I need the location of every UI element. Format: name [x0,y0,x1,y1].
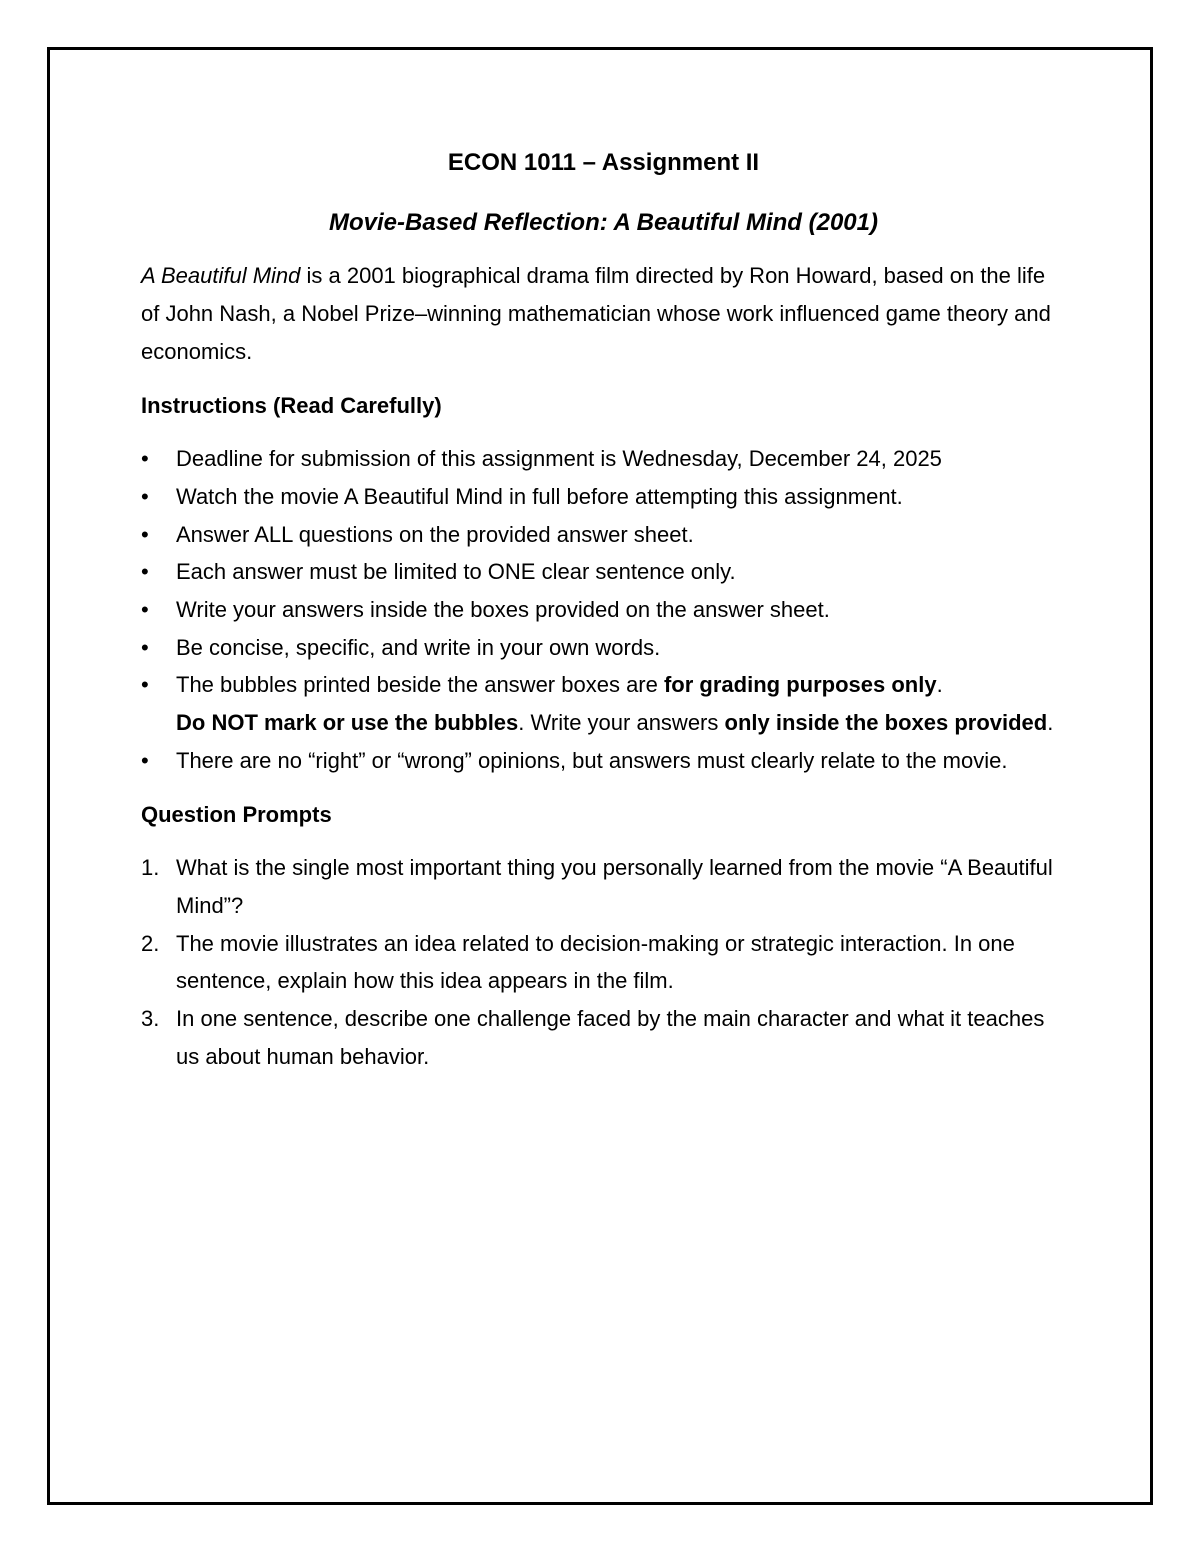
list-item [141,440,1066,478]
instruction-text: Watch the movie A Beautiful Mind in full before attempting this assignment. [176,483,903,509]
bullet-icon: • [141,634,149,660]
questions-list [141,849,1066,1075]
bullet-icon: • [141,672,149,698]
intro-paragraph [141,257,1066,370]
list-item [141,516,1066,554]
instruction-text: . [1047,710,1054,736]
questions-heading: Question Prompts [141,801,332,827]
instruction-text: . [936,672,943,698]
emphasis-text: for grading purposes only [663,672,937,698]
emphasis-text: Do NOT mark or use the bubbles [176,710,519,736]
question-item [141,1000,1066,1075]
film-title: A Beautiful Mind [141,263,301,289]
instruction-text: Write your answers inside the boxes provided on the answer sheet. [176,597,830,623]
list-item [141,591,1066,629]
bullet-icon: • [141,483,149,509]
list-item [141,629,1066,667]
question-text: The movie illustrates an idea related to decision-making or strategic interaction. In one sentence, explain how this idea appears in the film. [176,930,1015,994]
bullet-icon: • [141,521,149,547]
question-number: 2. [141,930,160,956]
instruction-text: The bubbles printed beside the answer boxes are [176,672,664,698]
instruction-text: Be concise, specific, and write in your own words. [176,634,661,660]
question-item [141,849,1066,924]
bullet-icon: • [141,597,149,623]
list-item-bubbles [141,666,1066,741]
list-item [141,742,1066,780]
document-title: ECON 1011 – Assignment II [447,149,760,176]
document-body [141,144,1066,1091]
question-item [141,925,1066,1000]
instruction-text: There are no “right” or “wrong” opinions, but answers must clearly relate to the movie. [176,747,1008,773]
document-subtitle: Movie-Based Reflection: A Beautiful Mind (2001) [329,208,878,236]
instruction-text: Answer ALL questions on the provided answer sheet. [176,521,694,547]
list-item [141,478,1066,516]
question-text: What is the single most important thing you personally learned from the movie “A Beautiful Mind”? [176,855,1053,918]
instructions-heading: Instructions (Read Carefully) [141,392,442,418]
emphasis-text: only inside the boxes provided [724,710,1048,736]
instruction-text: Each answer must be limited to ONE clear sentence only. [176,559,736,585]
instruction-text: . Write your answers [518,710,725,736]
bullet-icon: • [141,747,149,773]
question-text: In one sentence, describe one challenge faced by the main character and what it teaches us about human behavior. [176,1006,1045,1069]
question-number: 3. [141,1006,160,1032]
list-item [141,553,1066,591]
bullet-icon: • [141,446,149,472]
instructions-list [141,440,1066,779]
intro-text: is a 2001 biographical drama film directed by Ron Howard, based on the life of John Nash, a Nobel Prize–winning mathematician whose work influenced game theory and economics. [141,263,1051,364]
bullet-icon: • [141,559,149,585]
question-number: 1. [141,855,160,881]
instruction-text: Deadline for submission of this assignment is Wednesday, December 24, 2025 [176,446,942,472]
